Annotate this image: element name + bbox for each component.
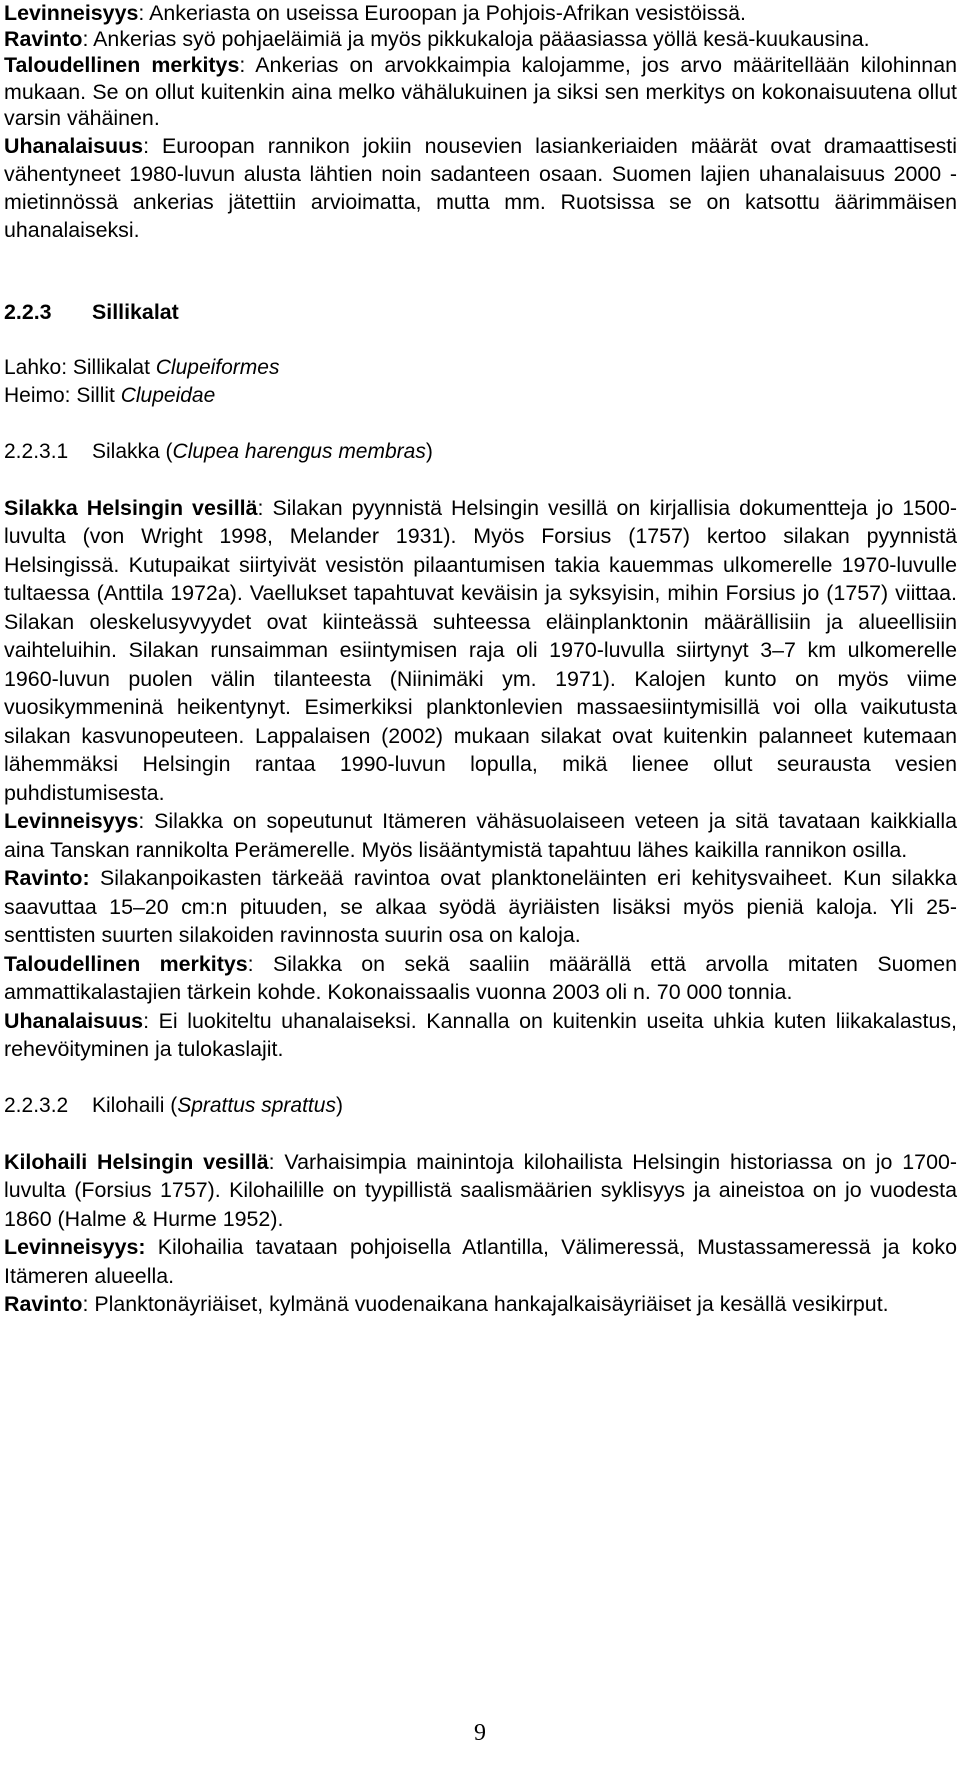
paragraph-uhanalaisuus xyxy=(4,132,957,244)
subsection-heading-kilohaili xyxy=(4,1092,957,1120)
taxonomy-order xyxy=(4,354,957,382)
section-heading-sillikalat xyxy=(4,298,957,326)
subsection-heading-silakka xyxy=(4,438,957,466)
label-talous: Taloudellinen merkitys xyxy=(4,53,240,77)
paragraph-silakka-levinneisyys xyxy=(4,807,957,864)
label-uhanalaisuus: Uhanalaisuus xyxy=(4,1008,144,1033)
subsection-suffix: ) xyxy=(425,439,433,463)
text-ravinto: Silakanpoikasten tärkeää ravintoa ovat planktoneläinten eri kehitysvaiheet. Kun silakka saavuttaa 15–20 cm:n pituuden, se alkaa syödä äyriäisten lisäksi myös pieniä kaloja. Yli 25-senttisten suurten silakoiden ravinnosta suurin osa on kaloja. xyxy=(4,866,957,947)
paragraph-levinneisyys xyxy=(4,0,957,26)
order-latin: Clupeiformes xyxy=(155,355,280,379)
text-helsinki: : Varhaisimpia mainintoja kilohailista Helsingin historiassa on jo 1700- luvulta (Forsius 1757). Kilohailille on tyypillistä saalismäärien syklisyys ja aineistoa on jo vuodesta 1860 (Halme & Hurme 1952). xyxy=(4,1149,957,1231)
label-ravinto: Ravinto xyxy=(4,1292,83,1316)
paragraph-kilohaili-levinneisyys xyxy=(4,1233,957,1290)
subsection-number: 2.2.3.2 xyxy=(4,1093,69,1117)
label-ravinto: Ravinto xyxy=(4,27,83,51)
label-levinneisyys: Levinneisyys xyxy=(4,809,139,833)
subsection-title: Kilohaili ( xyxy=(92,1093,178,1117)
paragraph-silakka-ravinto xyxy=(4,864,957,950)
paragraph-silakka-helsinki xyxy=(4,494,957,808)
page-number: 9 xyxy=(474,1720,486,1746)
label-helsinki: Silakka Helsingin vesillä xyxy=(4,495,258,520)
label-ravinto: Ravinto: xyxy=(4,866,90,890)
paragraph-kilohaili-helsinki xyxy=(4,1148,957,1234)
text-ravinto: : Ankerias syö pohjaeläimiä ja myös pikkukaloja pääasiassa yöllä kesä-kuukausina. xyxy=(82,27,870,51)
text-talous: : Silakka on sekä saaliin määrällä että arvolla mitaten Suomen ammattikalastajien tärkein kohde. Kokonaissaalis vuonna 2003 oli n. 70 000 tonnia. xyxy=(4,951,957,1004)
label-levinneisyys: Levinneisyys: xyxy=(4,1235,146,1259)
subsection-title: Silakka ( xyxy=(92,439,173,463)
family-latin: Clupeidae xyxy=(120,383,216,407)
paragraph-talous xyxy=(4,52,957,132)
ankerias-section xyxy=(4,0,957,244)
subsection-number: 2.2.3.1 xyxy=(4,439,69,463)
kilohaili-body xyxy=(4,1148,957,1319)
section-title: Sillikalat xyxy=(92,299,179,324)
text-levinneisyys: : Ankeriasta on useissa Euroopan ja Pohjois-Afrikan vesistöissä. xyxy=(138,1,746,25)
label-uhanalaisuus: Uhanalaisuus xyxy=(4,133,144,158)
text-ravinto: : Planktonäyriäiset, kylmänä vuodenaikana hankajalkaisäyriäiset ja kesällä vesikirput. xyxy=(82,1292,889,1316)
order-prefix: Lahko: Sillikalat xyxy=(4,355,156,379)
paragraph-silakka-uhanalaisuus xyxy=(4,1007,957,1064)
paragraph-ravinto xyxy=(4,26,957,52)
label-talous: Taloudellinen merkitys xyxy=(4,951,248,976)
label-helsinki: Kilohaili Helsingin vesillä xyxy=(4,1149,269,1174)
section-number: 2.2.3 xyxy=(4,299,52,324)
paragraph-kilohaili-ravinto xyxy=(4,1290,957,1319)
subsection-latin: Sprattus sprattus xyxy=(177,1093,336,1117)
taxonomy-family xyxy=(4,382,957,410)
text-helsinki: : Silakan pyynnistä Helsingin vesillä on kirjallisia dokumentteja jo 1500-luvulta (von Wright 1998, Melander 1931). Myös Forsius (1757) kertoo silakan pyynnistä Helsingissä. Kutupaikat siirtyivät vesistön pilaantumisen takia kauemmas ulkomerelle 1970-luvulle tultaessa (Anttila 1972a). Vaellukset tapahtuvat keväisin ja syksyisin, mihin Forsius jo (1757) viittaa. Silakan oleskelusyvyydet ovat kiinteässä suhteessa eläinplanktonin määrällisiin ja alueellisiin vaihteluihin. Silakan runsaimman esiintymisen raja oli 1970-luvulla siirtynyt 3–7 km ulkomerelle 1960-luvun puolen välin tilanteesta (Niinimäki ym. 1971). Kalojen kunto on myös viime vuosikymmeninä heikentynyt. Esimerkiksi planktonlevien massaesiintymisillä voi olla vaikutusta silakan kasvunopeuteen. Lappalaisen (2002) mukaan silakat ovat kuitenkin palanneet kutemaan lähemmäksi Helsingin rantaa 1990-luvun lopulla, mikä lienee ollut seurausta vesien puhdistumisesta. xyxy=(4,495,958,805)
paragraph-silakka-talous xyxy=(4,950,957,1007)
text-uhanalaisuus: : Euroopan rannikon jokiin nousevien lasiankeriaiden määrät ovat dramaattisesti vähentyneet 1980-luvun alusta lähtien noin sadanteen osaan. Suomen lajien uhanalaisuus 2000 -mietinnössä ankerias jätettiin arvioimatta, mutta mm. Ruotsissa se on katsottu äärimmäisen uhanalaiseksi. xyxy=(4,133,957,242)
text-talous: : Ankerias on arvokkaimpia kalojamme, jos arvo määritellään kilohinnan mukaan. Se on ollut kuitenkin aina melko vähälukuinen ja siksi sen merkitys on kokonaisuutena ollut varsin vähäinen. xyxy=(4,53,957,130)
label-levinneisyys: Levinneisyys xyxy=(4,1,139,25)
text-levinneisyys: : Silakka on sopeutunut Itämeren vähäsuolaiseen veteen ja sitä tavataan kaikkialla aina Tanskan rannikolta Perämerelle. Myös lisääntymistä tapahtuu lähes kaikilla rannikon osilla. xyxy=(4,809,957,862)
text-levinneisyys: Kilohailia tavataan pohjoisella Atlantilla, Välimeressä, Mustassameressä ja koko Itämeren alueella. xyxy=(4,1235,957,1288)
subsection-latin: Clupea harengus membras xyxy=(172,439,426,463)
subsection-suffix: ) xyxy=(335,1093,343,1117)
family-prefix: Heimo: Sillit xyxy=(4,383,121,407)
text-uhanalaisuus: : Ei luokiteltu uhanalaiseksi. Kannalla on kuitenkin useita uhkia kuten liikakalastus, rehevöityminen ja tulokaslajit. xyxy=(4,1008,957,1061)
document-page xyxy=(4,0,957,1319)
silakka-body xyxy=(4,494,957,1064)
